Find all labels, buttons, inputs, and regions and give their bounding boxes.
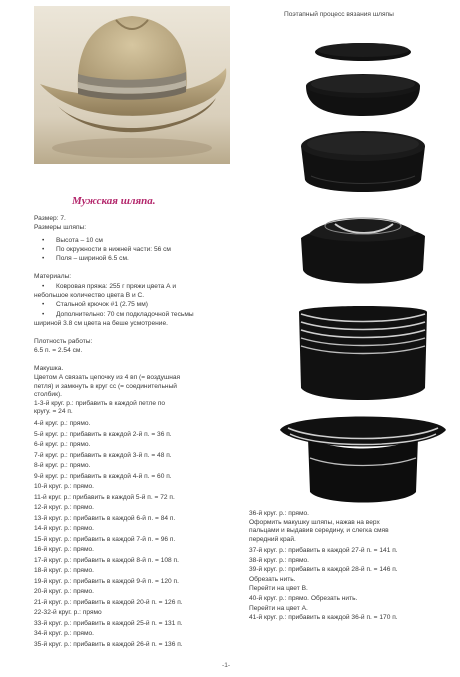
row-instruction: 7-й круг. р.: прибавить в каждой 3-й п. = 48 п. (34, 451, 172, 459)
row-instruction: Перейти на цвет А. (249, 604, 308, 612)
row-instruction: 16-й круг. р.: прямо. (34, 546, 95, 553)
right-paragraph: 36-й круг. р.: прямо. Оформить макушку шляпы, нажав на верх пальцами и выдавив середину, и слегка смяв передний край. (249, 510, 389, 543)
material-item: • Ковровая пряжа: 255 г пряжи цвета А и (42, 283, 177, 290)
size-text: Размер: 7. (34, 215, 66, 222)
row-instruction: 15-й круг. р.: прибавить в каждой 7-й п. = 96 п. (34, 535, 176, 543)
crown-heading: Макушка. (34, 365, 64, 372)
step-3-illustration (293, 124, 433, 202)
row-instruction: 14-й круг. р.: прямо. (34, 525, 95, 532)
steps-heading: Поэтапный процесс вязания шляпы (284, 11, 394, 18)
row-instruction: 20-й круг. р.: прямо. (34, 588, 95, 595)
row-instruction: 21-й круг. р.: прибавить в каждой 20-й п. = 126 п. (34, 598, 183, 606)
dimension-item: • Поля – шириной 6.5 см. (42, 255, 129, 262)
row-instruction: 34-й круг. р.: прямо. (34, 630, 95, 637)
row-instruction: 11-й круг. р.: прибавить в каждой 5-й п. = 72 п. (34, 493, 175, 501)
materials-heading: Материалы: (34, 273, 72, 280)
page-number: -1- (222, 662, 231, 669)
pattern-title: Мужская шляпа. (72, 195, 156, 207)
row-instruction: 13-й круг. р.: прибавить в каждой 6-й п. = 84 п. (34, 514, 176, 522)
gauge-heading: Плотность работы: (34, 338, 93, 345)
row-instruction: 6-й круг. р.: прямо. (34, 441, 91, 448)
crown-intro: Цветом А связать цепочку из 4 вп (= воздушная петля) и замкнуть в круг сс (= соединительный столбик). 1-3-й круг. р.: прибавить в каждой петле по кругу. = 24 п. (34, 374, 181, 416)
row-instruction: 4-й круг. р.: прямо. (34, 420, 91, 427)
material-item: • Дополнительно: 70 см подкладочной тесьмы (42, 311, 194, 318)
step-4-illustration (295, 208, 431, 290)
row-instruction: 19-й круг. р.: прибавить в каждой 9-й п. = 120 п. (34, 577, 179, 585)
step-5-illustration (293, 300, 433, 404)
row-instruction: 18-й круг. р.: прямо. (34, 567, 95, 574)
dimension-item: • Высота – 10 см (42, 237, 103, 244)
row-instruction: 12-й круг. р.: прямо. (34, 504, 95, 511)
right-rows (249, 546, 398, 623)
row-instruction: Перейти на цвет В. (249, 585, 308, 593)
row-instruction: 33-й круг. р.: прибавить в каждой 25-й п. = 131 п. (34, 619, 183, 627)
step-2-illustration (298, 68, 428, 120)
gauge-value: 6.5 п. = 2.54 см. (34, 347, 83, 354)
row-instruction: Обрезать нить. (249, 575, 296, 583)
row-instruction: 9-й круг. р.: прибавить в каждой 4-й п. = 60 п. (34, 472, 172, 480)
row-instruction: 17-й круг. р.: прибавить в каждой 8-й п. = 108 п. (34, 556, 179, 564)
crown-rows (34, 419, 183, 650)
hat-photo (34, 6, 230, 164)
dimensions-heading: Размеры шляпы: (34, 224, 87, 231)
material-item-cont: небольшое количество цвета В и С. (34, 292, 145, 299)
row-instruction: 5-й круг. р.: прибавить в каждой 2-й п. = 36 п. (34, 430, 172, 438)
step-6-illustration (278, 408, 448, 506)
row-instruction: 41-й круг. р.: прибавить в каждой 36-й п. = 170 п. (249, 614, 398, 622)
row-instruction: 10-й круг. р.: прямо. (34, 483, 95, 490)
row-instruction: 40-й круг. р.: прямо. Обрезать нить. (249, 594, 358, 602)
material-item: • Стальной крючок #1 (2.75 мм) (42, 301, 148, 308)
row-instruction: 22-32-й круг. р.: прямо (34, 609, 102, 616)
row-instruction: 38-й круг. р.: прямо. (249, 556, 310, 564)
row-instruction: 39-й круг. р.: прибавить в каждой 28-й п. = 146 п. (249, 566, 398, 574)
material-item-cont: шириной 3.8 см цвета на беше усмотрение. (34, 320, 168, 327)
dimension-item: • По окружности в нижней части: 56 см (42, 246, 171, 253)
row-instruction: 8-й круг. р.: прямо. (34, 462, 91, 469)
row-instruction: 37-й круг. р.: прибавить в каждой 27-й п. = 141 п. (249, 547, 398, 554)
step-1-illustration (308, 38, 418, 64)
row-instruction: 35-й круг. р.: прибавить в каждой 26-й п. = 136 п. (34, 640, 183, 648)
